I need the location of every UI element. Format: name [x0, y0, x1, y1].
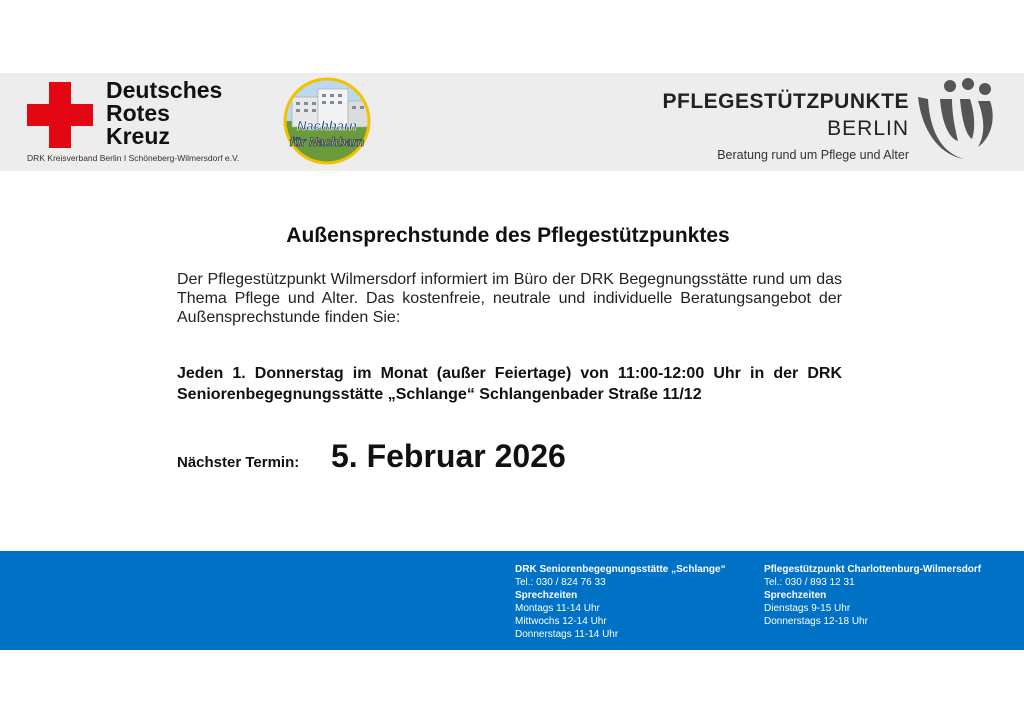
footer-right-hours-item: Dienstags 9-15 Uhr — [764, 603, 851, 614]
footer-right-hours-label: Sprechzeiten — [764, 590, 827, 601]
footer-contact-pflegestuetzpunkt — [764, 563, 981, 628]
footer-left-hours-label: Sprechzeiten — [515, 590, 578, 601]
pflegestuetzpunkte-city: BERLIN — [827, 117, 909, 140]
next-appointment-label: Nächster Termin: — [177, 454, 300, 471]
page-title: Außensprechstunde des Pflegestützpunktes — [286, 224, 730, 247]
footer-left-phone: Tel.: 030 / 824 76 33 — [515, 577, 606, 588]
footer-left-hours-item: Mittwochs 12-14 Uhr — [515, 616, 607, 627]
intro-paragraph: Der Pflegestützpunkt Wilmersdorf informiert im Büro der DRK Begegnungsstätte rund um das Thema Pflege und Alter. Das kostenfreie, neutrale und individuelle Beratungsangebot der Außensprechstunde finden Sie: — [177, 271, 842, 326]
footer-left-heading: DRK Seniorenbegegnungsstätte „Schlange“ — [515, 564, 726, 575]
footer-contact-schlange — [515, 563, 726, 641]
pflegestuetzpunkte-tagline: Beratung rund um Pflege und Alter — [717, 148, 909, 162]
drk-subtitle: DRK Kreisverband Berlin I Schöneberg-Wilmersdorf e.V. — [27, 153, 240, 163]
pflegestuetzpunkte-title: PFLEGESTÜTZPUNKTE — [662, 90, 909, 113]
drk-name-line2: Rotes — [106, 100, 170, 126]
drk-name-line1: Deutsches — [106, 77, 223, 103]
nachbarn-logo-line2: für Nachbarn — [289, 135, 365, 149]
footer-right-phone: Tel.: 030 / 893 12 31 — [764, 577, 855, 588]
drk-logo-text — [106, 79, 222, 148]
footer-left-hours-item: Donnerstags 11-14 Uhr — [515, 629, 619, 640]
footer-right-heading: Pflegestützpunkt Charlottenburg-Wilmersdorf — [764, 564, 982, 575]
appointment-paragraph: Jeden 1. Donnerstag im Monat (außer Feiertage) von 11:00-12:00 Uhr in der DRK Seniorenbegegnungsstätte „Schlange“ Schlangenbader Straße 11/12 — [177, 365, 842, 403]
nachbarn-logo-line1: Nachbarn — [297, 118, 357, 133]
red-cross-icon — [27, 82, 93, 148]
nachbarn-fuer-nachbarn-logo — [278, 77, 376, 165]
footer-right-hours-item: Donnerstags 12-18 Uhr — [764, 616, 868, 627]
next-appointment-date: 5. Februar 2026 — [331, 438, 566, 474]
drk-name-line3: Kreuz — [106, 123, 170, 149]
pflegestuetzpunkte-people-icon — [912, 77, 998, 165]
footer-left-hours-item: Montags 11-14 Uhr — [515, 603, 600, 614]
